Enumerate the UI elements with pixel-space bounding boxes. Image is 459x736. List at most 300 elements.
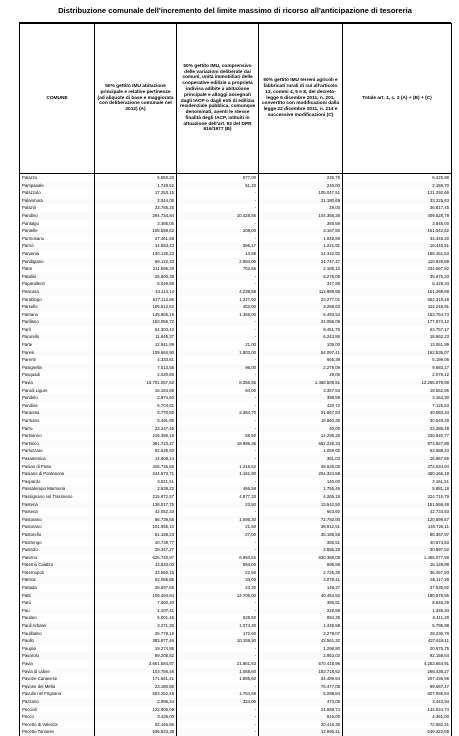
cell-imu-abitazione: 244.673,71 xyxy=(95,470,177,478)
cell-imu-terreni: 3.078,41 xyxy=(259,576,343,584)
cell-imu-cooperative: 452,00 xyxy=(177,303,259,311)
cell-imu-cooperative: - xyxy=(177,546,259,554)
cell-imu-terreni: 72.792,00 xyxy=(259,516,343,524)
cell-imu-terreni: 570.418,96 xyxy=(259,660,343,668)
cell-comune: Palazzolo xyxy=(20,189,95,197)
cell-comune: Pasquadi xyxy=(20,371,95,379)
cell-imu-abitazione: 23.785,25 xyxy=(95,204,177,212)
cell-comune: Pastena xyxy=(20,508,95,516)
cell-imu-cooperative: 1.095,30 xyxy=(177,516,259,524)
cell-imu-cooperative: 1.316,52 xyxy=(177,463,259,471)
cell-imu-abitazione: 6.704,81 xyxy=(95,402,177,410)
cell-imu-abitazione: 171.661,21 xyxy=(95,675,177,683)
cell-imu-terreni: 1.221,91 xyxy=(259,242,343,250)
cell-totale: 162.535,07 xyxy=(343,349,452,357)
cell-imu-terreni: 2.278,07 xyxy=(259,630,343,638)
cell-imu-abitazione: 294.734,84 xyxy=(95,212,177,220)
cell-totale: 6.425,99 xyxy=(343,174,452,182)
cell-imu-abitazione: 3.271,30 xyxy=(95,622,177,630)
cell-imu-cooperative: 22,50 xyxy=(177,569,259,577)
cell-imu-abitazione: 5.770,50 xyxy=(95,409,177,417)
table-row xyxy=(20,470,452,478)
cell-imu-terreni: 5.098,84 xyxy=(259,690,343,698)
table-body xyxy=(20,24,452,736)
cell-totale: 190.878,56 xyxy=(343,592,452,600)
cell-imu-cooperative: 4.877,33 xyxy=(177,493,259,501)
cell-imu-abitazione: 7.013,55 xyxy=(95,364,177,372)
cell-totale: 224.715,79 xyxy=(343,493,452,501)
cell-imu-cooperative: 14.706,00 xyxy=(177,592,259,600)
cell-totale: 607.095,84 xyxy=(343,690,452,698)
cell-comune: Pattada xyxy=(20,584,95,592)
cell-imu-cooperative: - xyxy=(177,280,259,288)
cell-imu-abitazione: 15.154,88 xyxy=(95,387,177,395)
cell-imu-terreni: 1.059,65 xyxy=(259,447,343,455)
cell-imu-abitazione: 603.252,45 xyxy=(95,690,177,698)
cell-totale: 30.549,28 xyxy=(343,417,452,425)
cell-comune: Parlì xyxy=(20,326,95,334)
cell-totale: 153.764,73 xyxy=(343,311,452,319)
table-row xyxy=(20,425,452,433)
cell-comune: Paraoma xyxy=(20,409,95,417)
cell-imu-abitazione: 122.806,09 xyxy=(95,706,177,714)
cell-imu-abitazione: 56.739,55 xyxy=(95,516,177,524)
cell-imu-terreni: 23.277,01 xyxy=(259,296,343,304)
cell-imu-cooperative: - xyxy=(177,478,259,486)
cell-imu-abitazione: 325.736,55 xyxy=(95,463,177,471)
table-row xyxy=(20,660,452,668)
cell-imu-abitazione: 13.833,03 xyxy=(95,561,177,569)
cell-totale: 63.588,43 xyxy=(343,447,452,455)
cell-imu-cooperative: - xyxy=(177,508,259,516)
table-row xyxy=(20,516,452,524)
cell-imu-terreni: 2.725,28 xyxy=(259,569,343,577)
cell-totale: 63.757,17 xyxy=(343,326,452,334)
cell-totale: 230.840,77 xyxy=(343,432,452,440)
cell-comune: Parte xyxy=(20,341,95,349)
cell-imu-terreni: 12.695,41 xyxy=(259,728,343,736)
table-row xyxy=(20,303,452,311)
cell-comune: Peccioli xyxy=(20,706,95,714)
cell-totale: 110.828,88 xyxy=(343,258,452,266)
cell-imu-abitazione: 140.135,23 xyxy=(95,250,177,258)
cell-totale: 12.265.679,59 xyxy=(343,379,452,387)
cell-imu-abitazione: 1.748,52 xyxy=(95,182,177,190)
cell-totale: 234.597,82 xyxy=(343,265,452,273)
table-row xyxy=(20,189,452,197)
cell-totale: 188.451,53 xyxy=(343,250,452,258)
header-imu-abitazione: 50% gettito IMU abitazione principale e relative pertinenze (ad aliquote di base e maggiorata con deliberazione comunale nel 2012) (A) xyxy=(95,24,177,174)
cell-imu-terreni: 40,00 xyxy=(259,425,343,433)
cell-imu-terreni: 2.555,25 xyxy=(259,546,343,554)
cell-imu-terreni: 6.275,05 xyxy=(259,273,343,281)
cell-imu-abitazione: 138.017,75 xyxy=(95,501,177,509)
cell-totale: 36.457,93 xyxy=(343,569,452,577)
cell-comune: Parillano xyxy=(20,318,95,326)
cell-imu-cooperative: - xyxy=(177,447,259,455)
cell-imu-cooperative: 208,00 xyxy=(177,227,259,235)
cell-imu-abitazione: 12.941,99 xyxy=(95,341,177,349)
cell-imu-terreni: 105.047,51 xyxy=(259,189,343,197)
cell-imu-cooperative: 96,00 xyxy=(177,364,259,372)
cell-comune: Paullo xyxy=(20,637,95,645)
cell-imu-terreni: 830.386,09 xyxy=(259,554,343,562)
table-row xyxy=(20,539,452,547)
cell-totale: 3.846,00 xyxy=(343,220,452,228)
cell-imu-terreni: 3.258,63 xyxy=(259,303,343,311)
table-row xyxy=(20,683,452,691)
cell-imu-terreni: 399,59 xyxy=(259,394,343,402)
table-row xyxy=(20,326,452,334)
cell-comune: Paulilatino xyxy=(20,630,95,638)
table-row xyxy=(20,220,452,228)
cell-imu-terreni: 14.342,93 xyxy=(259,250,343,258)
cell-imu-terreni: 24.055,09 xyxy=(259,318,343,326)
cell-comune: Parenti xyxy=(20,356,95,364)
cell-imu-terreni: 76.477,08 xyxy=(259,683,343,691)
table-row xyxy=(20,394,452,402)
cell-imu-cooperative: - xyxy=(177,204,259,212)
cell-imu-terreni: 38.912,51 xyxy=(259,523,343,531)
table-row xyxy=(20,258,452,266)
cell-imu-terreni: 48.525,05 xyxy=(259,463,343,471)
cell-totale: 55.117,29 xyxy=(343,576,452,584)
cell-comune: Patalini xyxy=(20,273,95,281)
table-row xyxy=(20,554,452,562)
table-row xyxy=(20,721,452,729)
cell-totale: 973.827,89 xyxy=(343,440,452,448)
cell-totale: 268.436,27 xyxy=(343,668,452,676)
cell-imu-abitazione: 28.347,27 xyxy=(95,546,177,554)
table-row xyxy=(20,417,452,425)
table-row xyxy=(20,402,452,410)
cell-totale: 207.436,98 xyxy=(343,675,452,683)
cell-imu-cooperative: 23,50 xyxy=(177,501,259,509)
cell-imu-terreni: 104.365,26 xyxy=(259,212,343,220)
cell-comune: Pecetto di Valenza xyxy=(20,721,95,729)
cell-imu-abitazione: 381.723,27 xyxy=(95,440,177,448)
cell-comune: Parodi Ligure xyxy=(20,387,95,395)
cell-totale: 177.874,12 xyxy=(343,318,452,326)
cell-imu-cooperative: - xyxy=(177,402,259,410)
cell-comune: Patù xyxy=(20,599,95,607)
cell-imu-cooperative: - xyxy=(177,326,259,334)
table-row xyxy=(20,501,452,509)
cell-imu-cooperative: 59,50 xyxy=(177,432,259,440)
table-row xyxy=(20,698,452,706)
cell-imu-cooperative: - xyxy=(177,645,259,653)
cell-imu-cooperative: 525,50 xyxy=(177,614,259,622)
cell-totale: 40.874,83 xyxy=(343,539,452,547)
table-row xyxy=(20,478,452,486)
cell-totale: 15.128,89 xyxy=(343,561,452,569)
cell-imu-abitazione: 2.020,80 xyxy=(95,371,177,379)
cell-imu-terreni: 40.452,52 xyxy=(259,592,343,600)
cell-imu-abitazione: 10.701.057,52 xyxy=(95,379,177,387)
cell-imu-abitazione: 17.253,15 xyxy=(95,189,177,197)
cell-imu-terreni: 43.561,32 xyxy=(259,637,343,645)
cell-imu-abitazione: 383.877,46 xyxy=(95,637,177,645)
cell-comune: Partinico xyxy=(20,440,95,448)
table-row xyxy=(20,652,452,660)
cell-imu-cooperative: - xyxy=(177,220,259,228)
cell-totale: 1.465.077,58 xyxy=(343,554,452,562)
cell-imu-abitazione: 11.845,37 xyxy=(95,333,177,341)
cell-totale: 72.582,21 xyxy=(343,721,452,729)
table-row xyxy=(20,463,452,471)
cell-totale: 18.552,95 xyxy=(343,387,452,395)
cell-comune: Pastrolo xyxy=(20,546,95,554)
cell-totale: 35.675,33 xyxy=(343,273,452,281)
cell-imu-cooperative: 2.984,00 xyxy=(177,258,259,266)
cell-totale: 28.236,79 xyxy=(343,630,452,638)
cell-totale: 121.292,66 xyxy=(343,189,452,197)
cell-imu-cooperative: - xyxy=(177,197,259,205)
cell-comune: Paspardo xyxy=(20,478,95,486)
cell-totale: 9.683,17 xyxy=(343,364,452,372)
table-row xyxy=(20,341,452,349)
table-row xyxy=(20,311,452,319)
table-row xyxy=(20,288,452,296)
table-row xyxy=(20,645,452,653)
cell-imu-abitazione: 7.660,40 xyxy=(95,599,177,607)
cell-totale: 2.159,70 xyxy=(343,182,452,190)
cell-imu-terreni: 351,03 xyxy=(259,455,343,463)
cell-comune: Pecco xyxy=(20,713,95,721)
cell-imu-cooperative: 1.885,60 xyxy=(177,675,259,683)
cell-comune: Pavia xyxy=(20,379,95,387)
table-row xyxy=(20,690,452,698)
cell-imu-terreni: 652.228,33 xyxy=(259,440,343,448)
cell-comune: Parmano xyxy=(20,417,95,425)
cell-imu-cooperative: - xyxy=(177,728,259,736)
cell-comune: Pasian di Prato xyxy=(20,463,95,471)
table-row xyxy=(20,387,452,395)
cell-imu-cooperative: 2.354,70 xyxy=(177,409,259,417)
table-row xyxy=(20,318,452,326)
cell-imu-abitazione: 2.639,22 xyxy=(95,485,177,493)
document-title: Distribuzione comunale dell'incremento del limite massimo di ricorso all'anticipazione di tesoreria xyxy=(19,0,451,23)
cell-imu-cooperative: 466,58 xyxy=(177,485,259,493)
cell-totale: 1.326,34 xyxy=(343,607,452,615)
cell-imu-terreni: 2.185,13 xyxy=(259,265,343,273)
cell-imu-abitazione: 5.550,20 xyxy=(95,174,177,182)
cell-imu-terreni: 35.185,55 xyxy=(259,531,343,539)
table-row xyxy=(20,182,452,190)
cell-totale: 5.199,06 xyxy=(343,356,452,364)
cell-totale: 3.443,94 xyxy=(343,698,452,706)
cell-imu-terreni: 884,35 xyxy=(259,614,343,622)
cell-imu-cooperative: 10.159,90 xyxy=(177,637,259,645)
cell-imu-terreni: 21.688,74 xyxy=(259,706,343,714)
cell-comune: Paularo xyxy=(20,614,95,622)
cell-totale: 13.061,99 xyxy=(343,341,452,349)
table-row xyxy=(20,675,452,683)
cell-imu-terreni: 204.324,58 xyxy=(259,470,343,478)
cell-totale: 2.075,12 xyxy=(343,371,452,379)
cell-comune: Parurello xyxy=(20,333,95,341)
table-row xyxy=(20,379,452,387)
table-row xyxy=(20,622,452,630)
cell-imu-abitazione: 536.523,38 xyxy=(95,728,177,736)
cell-comune: Patriano xyxy=(20,311,95,319)
cell-imu-terreni: 1.948,89 xyxy=(259,235,343,243)
cell-comune: Pastrengo xyxy=(20,539,95,547)
table-row xyxy=(20,576,452,584)
cell-totale: 374.034,94 xyxy=(343,463,452,471)
cell-imu-cooperative: - xyxy=(177,455,259,463)
cell-comune: Passatempo Marmoria xyxy=(20,485,95,493)
cell-comune: Pau xyxy=(20,607,95,615)
cell-imu-cooperative: 356,17 xyxy=(177,242,259,250)
table-row xyxy=(20,212,452,220)
cell-totale: 5.795,98 xyxy=(343,622,452,630)
cell-comune: Parbianno xyxy=(20,432,95,440)
cell-totale: 151.568,48 xyxy=(343,501,452,509)
cell-imu-abitazione: 23.180,86 xyxy=(95,683,177,691)
table-row xyxy=(20,447,452,455)
cell-comune: Paparallenti xyxy=(20,280,95,288)
table-row xyxy=(20,455,452,463)
cell-imu-cooperative: 19.986,36 xyxy=(177,440,259,448)
cell-imu-abitazione: 5.001,46 xyxy=(95,614,177,622)
cell-imu-cooperative: 21,50 xyxy=(177,523,259,531)
cell-comune: Paresi xyxy=(20,349,95,357)
cell-imu-abitazione: 109.664,90 xyxy=(95,349,177,357)
cell-imu-terreni: 8.451,75 xyxy=(259,326,343,334)
cell-imu-terreni: 355,51 xyxy=(259,539,343,547)
cell-imu-terreni: 225,79 xyxy=(259,174,343,182)
cell-comune: Pasiano di Pordenone xyxy=(20,470,95,478)
table-row xyxy=(20,440,452,448)
cell-totale: 161.289,68 xyxy=(343,288,452,296)
cell-comune: Pastorello xyxy=(20,531,95,539)
cell-imu-terreni: 240,00 xyxy=(259,182,343,190)
cell-imu-cooperative: 6.950,52 xyxy=(177,554,259,562)
cell-comune: Pantalgo xyxy=(20,220,95,228)
distribution-table xyxy=(19,23,452,736)
header-totale: Totale art. 1, c. 2 (A) + (B) + (C) xyxy=(343,24,452,174)
cell-totale: 4.253.664,91 xyxy=(343,660,452,668)
cell-imu-abitazione: 27.461,58 xyxy=(95,235,177,243)
cell-comune: Pavone del Mella xyxy=(20,683,95,691)
cell-imu-cooperative: - xyxy=(177,235,259,243)
cell-comune: Parluzzaro xyxy=(20,447,95,455)
table-row xyxy=(20,569,452,577)
cell-imu-terreni: 1.449,58 xyxy=(259,622,343,630)
cell-imu-abitazione: 42.052,33 xyxy=(95,508,177,516)
cell-imu-cooperative: 703,56 xyxy=(177,265,259,273)
cell-imu-abitazione: 3.021,51 xyxy=(95,478,177,486)
cell-imu-abitazione: 25.778,16 xyxy=(95,630,177,638)
cell-imu-terreni: 109,00 xyxy=(259,341,343,349)
cell-imu-terreni: 1.755,49 xyxy=(259,485,343,493)
cell-imu-cooperative: 27,00 xyxy=(177,531,259,539)
cell-imu-cooperative: - xyxy=(177,713,259,721)
cell-imu-abitazione: 52.165,86 xyxy=(95,721,177,729)
cell-comune: Parsello xyxy=(20,303,95,311)
cell-imu-terreni: 915,00 xyxy=(259,713,343,721)
table-row xyxy=(20,204,452,212)
cell-imu-terreni: 34.489,94 xyxy=(259,675,343,683)
cell-totale: 86.367,97 xyxy=(343,531,452,539)
cell-imu-terreni: 31.667,84 xyxy=(259,409,343,417)
cell-comune: Passignano sul Trasimeno xyxy=(20,493,95,501)
header-imu-cooperative: 50% gettito IMU, comprensivo delle variazioni deliberate dai comuni, unità immobiliari delle cooperative edilizie a proprietà indivisa adibite a abitazione principale e alloggi assegnati dagli IACP o dagli enti di edilizia residenziale pubblica, comunque denominati, aventi le stesse finalità degli IACP, istituiti in attuazione dell'art. 93 del DPR 616/1977 (B) xyxy=(177,24,259,174)
table-row xyxy=(20,637,452,645)
cell-imu-cooperative: - xyxy=(177,607,259,615)
cell-imu-abitazione: 3.485,05 xyxy=(95,220,177,228)
table-row xyxy=(20,713,452,721)
cell-imu-abitazione: 2.996,34 xyxy=(95,698,177,706)
cell-totale: 140.726,11 xyxy=(343,523,452,531)
header-comune: COMUNE xyxy=(20,24,95,174)
cell-imu-cooperative: 10.428,56 xyxy=(177,212,259,220)
cell-comune: Pasamenica xyxy=(20,455,95,463)
cell-totale: 99.667,47 xyxy=(343,683,452,691)
cell-imu-abitazione: 14.608,14 xyxy=(95,455,177,463)
cell-imu-terreni: 473,05 xyxy=(259,698,343,706)
cell-imu-cooperative: 4.238,58 xyxy=(177,288,259,296)
cell-comune: Parmosano xyxy=(20,235,95,243)
cell-totale: 549.222,69 xyxy=(343,728,452,736)
cell-imu-terreni: 24.747,47 xyxy=(259,258,343,266)
cell-imu-cooperative: 1.068,60 xyxy=(177,668,259,676)
cell-totale: 36.817,45 xyxy=(343,204,452,212)
cell-imu-cooperative: 8.356,56 xyxy=(177,379,259,387)
table-row xyxy=(20,630,452,638)
table-row xyxy=(20,333,452,341)
cell-imu-abitazione: 145.965,19 xyxy=(95,311,177,319)
cell-imu-terreni: 5.493,54 xyxy=(259,311,343,319)
cell-comune: Parablogo xyxy=(20,296,95,304)
cell-imu-cooperative: - xyxy=(177,273,259,281)
cell-imu-terreni: 20.416,36 xyxy=(259,721,343,729)
cell-imu-cooperative: 1.161,90 xyxy=(177,470,259,478)
cell-totale: 5.429,34 xyxy=(343,280,452,288)
cell-imu-abitazione: 211.696,29 xyxy=(95,265,177,273)
cell-totale: 3.164,30 xyxy=(343,394,452,402)
table-row xyxy=(20,546,452,554)
cell-comune: Pasignella xyxy=(20,364,95,372)
table-row xyxy=(20,531,452,539)
cell-imu-cooperative: 1.074,30 xyxy=(177,622,259,630)
cell-totale: 3.161,51 xyxy=(343,478,452,486)
cell-imu-cooperative: - xyxy=(177,539,259,547)
cell-comune: Peacosa xyxy=(20,288,95,296)
cell-imu-terreni: 112.889,88 xyxy=(259,288,343,296)
cell-comune: Paterno xyxy=(20,554,95,562)
cell-imu-terreni: 6.243,86 xyxy=(259,333,343,341)
table-row xyxy=(20,280,452,288)
cell-imu-terreni: 3.167,60 xyxy=(259,227,343,235)
cell-imu-abitazione: 28.697,65 xyxy=(95,584,177,592)
cell-imu-abitazione: 109.494,94 xyxy=(95,592,177,600)
cell-imu-abitazione: 527.113,86 xyxy=(95,296,177,304)
table-header-row xyxy=(20,24,452,174)
cell-totale: 112.248,91 xyxy=(343,303,452,311)
cell-totale: 7.125,53 xyxy=(343,402,452,410)
table-row xyxy=(20,584,452,592)
cell-comune: Pandigiano xyxy=(20,258,95,266)
cell-imu-abitazione: 215.872,57 xyxy=(95,493,177,501)
cell-totale: 16.967,66 xyxy=(343,455,452,463)
cell-comune: Pampanale xyxy=(20,182,95,190)
cell-imu-terreni: 347,89 xyxy=(259,280,343,288)
cell-comune: Parvenia xyxy=(20,250,95,258)
cell-imu-cooperative: - xyxy=(177,425,259,433)
cell-totale: 20.575,75 xyxy=(343,645,452,653)
